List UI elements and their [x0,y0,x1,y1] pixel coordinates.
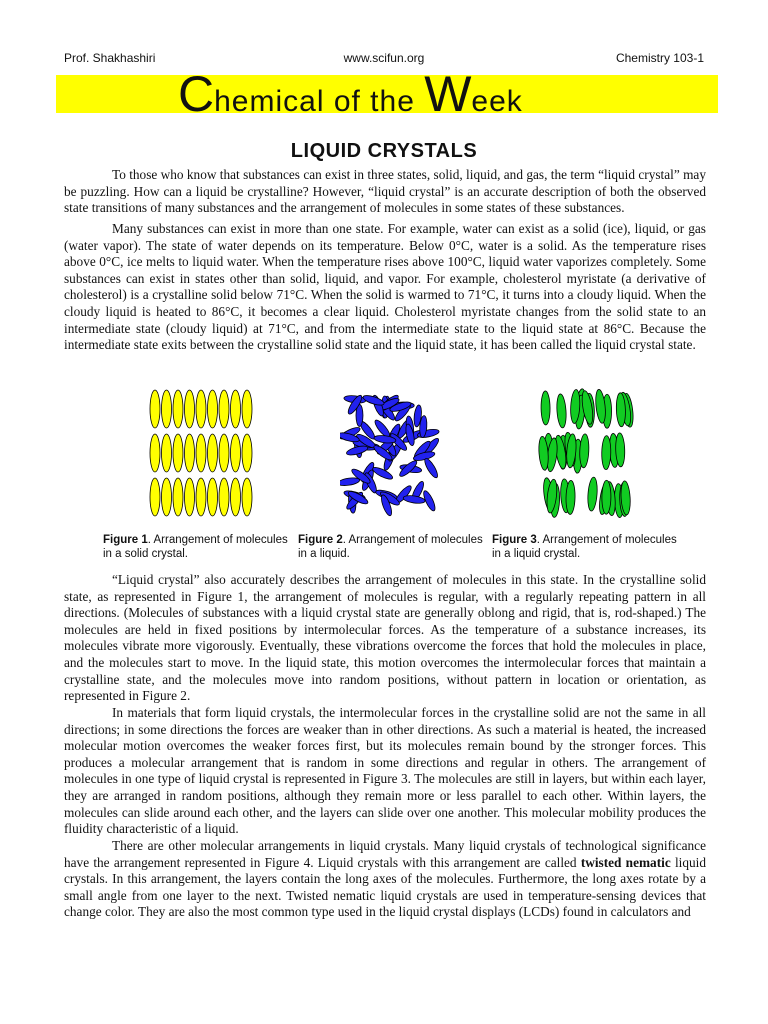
molecule [162,478,172,516]
molecule [371,465,394,481]
term-twisted-nematic: twisted nematic [580,854,671,870]
molecule [594,389,607,424]
molecule [150,434,160,472]
molecule [173,390,183,428]
paragraph-5-end: liquid crystals. In this arrangement, the layers contain the long axes of the molecules. Furthermore, the long axes rotate by a small angle from one layer to the next. Twisted nematic liquid crystals are used in temperature-sensing devices that change color. They are also the most common type used in the liquid crystal displays (LCDs) found in calculators and [64,854,707,920]
molecule [208,434,218,472]
molecule [173,434,183,472]
molecule [219,478,229,516]
molecule [541,391,550,425]
molecule [242,434,252,472]
solid-crystal-illustration [147,387,257,519]
molecule [231,434,241,472]
molecule [242,478,252,516]
figure-1-image [147,387,257,519]
liquid-illustration [340,387,440,519]
figure-3-caption [492,533,677,561]
molecule [150,390,160,428]
molecule [185,478,195,516]
molecule [196,478,206,516]
paragraph-5-start: There are other molecular arrangements in liquid crystals. Many liquid crystals of technological significance have the arrangement represented in Figure 4. Liquid crystals with this arrangement are called [64,838,706,870]
document-title: LIQUID CRYSTALS [290,140,478,162]
molecule [219,434,229,472]
banner-letter-w: W [424,66,472,122]
figure-2-text: . Arrangement of molecules in a liquid. [298,534,483,560]
figure-1-label: Figure 1 [103,534,148,546]
molecule [162,434,172,472]
molecule [173,478,183,516]
molecule [150,478,160,516]
molecule [162,390,172,428]
figure-2-image [340,387,440,519]
figure-2-label: Figure 2 [298,534,343,546]
molecule [196,434,206,472]
molecule [556,394,567,429]
author-name: Prof. Shakhashiri [64,51,156,65]
figure-3-image [535,387,635,519]
molecule [403,494,426,504]
banner-text-mid: hemical of the [214,85,425,118]
liquid-crystal-illustration [535,387,635,519]
paragraph-3: “Liquid crystal” also accurately describes the arrangement of molecules in this state. In the crystalline solid state, as represented in Figure 1, the arrangement of molecules is regular, with a regularly repeating pattern in all directions. (Molecules of substances with a liquid crystal state are generally oblong and rigid, that is, rod-shaped.) The molecules are held in fixed positions by intermolecular forces. As the temperature of a substance increases, its molecules vibrate more vigorously. Eventually, these vibrations overcome the forces that hold the molecules in place, and the molecules start to move. In the liquid state, this motion overcomes the intermolecular forces that maintain a crystalline state, and the molecules move into random positions, without pattern in location or orientation, as represented in Figure 2. [64,572,706,704]
molecule [602,480,611,514]
molecule [231,478,241,516]
molecule [579,434,590,468]
paragraph-4: In materials that form liquid crystals, the intermolecular forces in the crystalline solid are not the same in all directions; in some directions the forces are weaker than in other directions. As such a material is heated, the increased molecular motion overcomes the weaker forces first, but its molecules remain bound by the stronger forces. This produces a molecular arrangement that is random in some directions and regular in others. The arrangement of molecules in one type of liquid crystal is represented in Figure 3. The molecules are still in layers, but within each layer, they are arranged in random positions, although they remain more or less parallel to each other. Within layers, the molecules can slide around each other, and the layers can slide over one another. This molecular mobility produces the fluidity characteristic of a liquid. [64,705,706,837]
figure-3-label: Figure 3 [492,534,537,546]
banner-letter-c: C [178,66,215,122]
molecule [231,390,241,428]
molecule [242,390,252,428]
figure-1-caption [103,533,288,561]
molecule [208,478,218,516]
molecule [601,436,611,470]
figure-2-caption [298,533,483,561]
molecule [196,390,206,428]
molecule [185,390,195,428]
paragraph-2: Many substances can exist in more than one state. For example, water can exist as a solid (ice), liquid, or gas (water vapor). The state of water depends on its temperature. Below 0°C, water is a solid. As the temperature rises above 0°C, ice melts to liquid water. When the temperature rises above 100°C, liquid water vaporizes completely. Some substances can exist in states other than solid, liquid, and vapor. For example, cholesterol myristate (a derivative of cholesterol) is a crystalline solid below 71°C. When the solid is warmed to 71°C, it turns into a cloudy liquid. When the cloudy liquid is heated to 86°C, it becomes a clear liquid. Cholesterol myristate changes from the solid state to an intermediate state (cloudy liquid) at 71°C, and from the intermediate state to the liquid state at 86°C. Because the intermediate state exits between the crystalline solid state and the liquid state, it has been called the liquid crystal state. [64,221,706,353]
figure-3-text: . Arrangement of molecules in a liquid crystal. [492,534,677,560]
molecule [340,477,360,487]
paragraph-1: To those who know that substances can exist in three states, solid, liquid, and gas, the term “liquid crystal” may be puzzling. How can a liquid be crystalline? However, “liquid crystal” is an accurate description of both the observed state transitions of many substances and the arrangement of molecules in some states of these substances. [64,167,706,216]
banner-title [178,66,523,126]
course-name: Chemistry 103-1 [615,51,704,65]
molecule [587,477,598,512]
paragraph-5 [64,838,706,921]
banner-text-end: eek [471,85,523,118]
page-header [64,51,704,67]
molecule [185,434,195,472]
molecule [208,390,218,428]
molecule [423,457,440,479]
website-url[interactable]: www.scifun.org [343,51,425,65]
figure-1-text: . Arrangement of molecules in a solid crystal. [103,534,288,560]
molecule [219,390,229,428]
